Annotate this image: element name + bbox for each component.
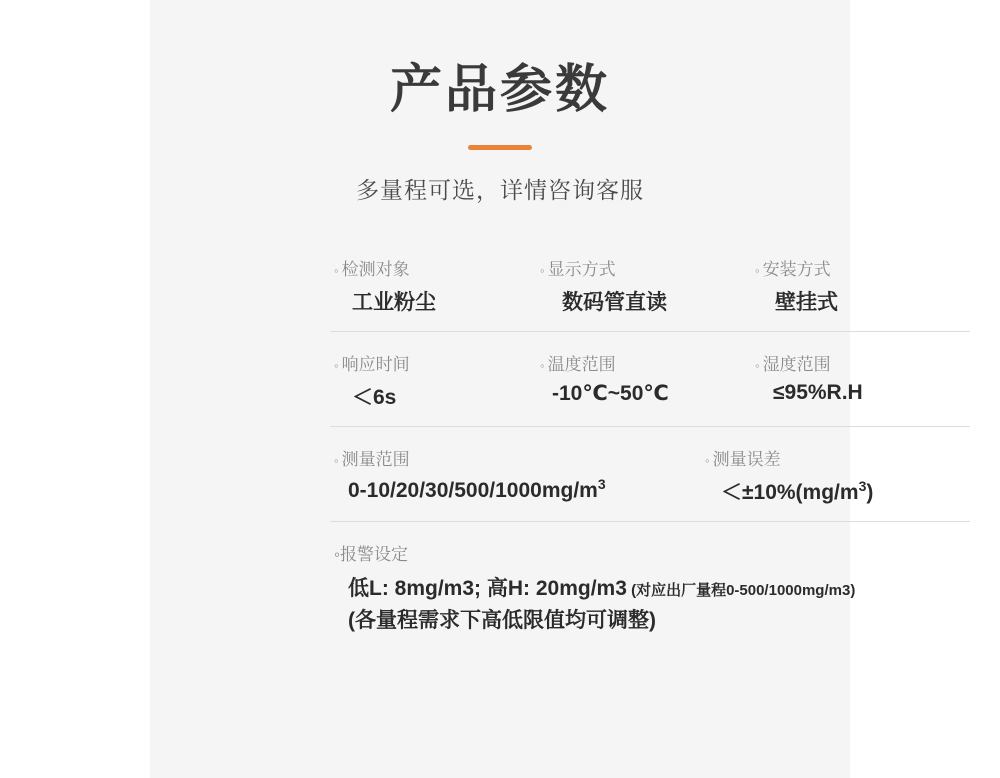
spec-value: -10℃~50℃ — [552, 382, 669, 405]
spec-label-text: 湿度范围 — [762, 355, 831, 374]
spec-cell-measuring-error — [705, 445, 970, 506]
circle-bullet-icon: ◦ — [705, 453, 710, 468]
circle-bullet-icon: ◦ — [334, 453, 339, 468]
spec-label-text: 检测对象 — [341, 260, 410, 279]
spec-label — [755, 255, 970, 280]
spec-value: 工业粉尘 — [352, 291, 436, 314]
spec-value-superscript: 3 — [597, 476, 606, 492]
spec-label-text: 安装方式 — [762, 260, 831, 279]
spec-table — [330, 255, 970, 652]
circle-bullet-icon: ◦ — [334, 263, 339, 278]
spec-value — [334, 476, 705, 503]
spec-row — [330, 332, 970, 427]
spec-label — [540, 350, 755, 375]
title-divider-wrap — [150, 145, 850, 150]
alarm-setting-line-2: (各量程需求下高低限值均可调整) — [348, 608, 656, 632]
spec-value: ≤95%R.H — [773, 381, 863, 404]
alarm-high-limit-text: ; 高H: 20mg/m — [474, 577, 616, 600]
alarm-low-limit-text: 低L: 8mg/m — [348, 577, 463, 600]
spec-value: 数码管直读 — [562, 291, 667, 314]
page-title: 产品参数 — [389, 61, 610, 119]
circle-bullet-icon: ◦ — [540, 358, 545, 373]
spec-label — [330, 540, 970, 565]
alarm-setting-line-1 — [330, 573, 970, 605]
spec-cell-temperature-range — [540, 350, 755, 411]
circle-bullet-icon: ◦ — [540, 263, 545, 278]
spec-label-text: 报警设定 — [340, 545, 409, 564]
spec-row-alarm-setting — [330, 522, 970, 652]
spec-label-text: 测量范围 — [341, 450, 410, 469]
spec-cell-install-mode — [755, 255, 970, 316]
circle-bullet-icon: ◦ — [755, 263, 760, 278]
spec-cell-detection-object — [330, 255, 540, 316]
circle-bullet-icon: ◦ — [334, 545, 341, 564]
spec-value — [705, 476, 970, 506]
spec-label-text: 响应时间 — [341, 355, 410, 374]
spec-label-text: 测量误差 — [712, 450, 781, 469]
title-divider — [468, 145, 532, 150]
spec-row — [330, 427, 970, 522]
alarm-note-superscript: 3 — [841, 582, 851, 599]
spec-cell-display-mode — [540, 255, 755, 316]
spec-value-tail: ) — [866, 481, 874, 504]
spec-cell-measuring-range — [330, 445, 705, 506]
circle-bullet-icon: ◦ — [334, 358, 339, 373]
alarm-low-limit-superscript: 3 — [462, 577, 475, 600]
spec-label — [540, 255, 755, 280]
alarm-factory-range-note: (对应出厂量程0-500/1000mg/m — [626, 582, 842, 599]
spec-label — [334, 445, 705, 470]
spec-value: 壁挂式 — [775, 291, 838, 314]
spec-label-text: 温度范围 — [547, 355, 616, 374]
spec-cell-humidity-range — [755, 350, 970, 411]
spec-label — [334, 255, 540, 280]
page-subtitle: 多量程可选，详情咨询客服 — [356, 177, 644, 204]
spec-value-text: ＜±10%(mg/m — [721, 481, 859, 504]
circle-bullet-icon: ◦ — [755, 358, 760, 373]
spec-value-superscript: 3 — [858, 478, 867, 494]
spec-cell-response-time — [330, 350, 540, 411]
spec-label — [705, 445, 970, 470]
spec-label-text: 显示方式 — [547, 260, 616, 279]
spec-row — [330, 255, 970, 332]
alarm-note-tail: ) — [850, 582, 856, 599]
spec-label — [755, 350, 970, 375]
spec-value-text: 0-10/20/30/500/1000mg/m — [348, 479, 598, 502]
alarm-high-limit-superscript: 3 — [615, 577, 627, 600]
spec-label — [334, 350, 540, 375]
spec-panel — [150, 0, 874, 778]
spec-value: ＜6s — [352, 386, 397, 409]
